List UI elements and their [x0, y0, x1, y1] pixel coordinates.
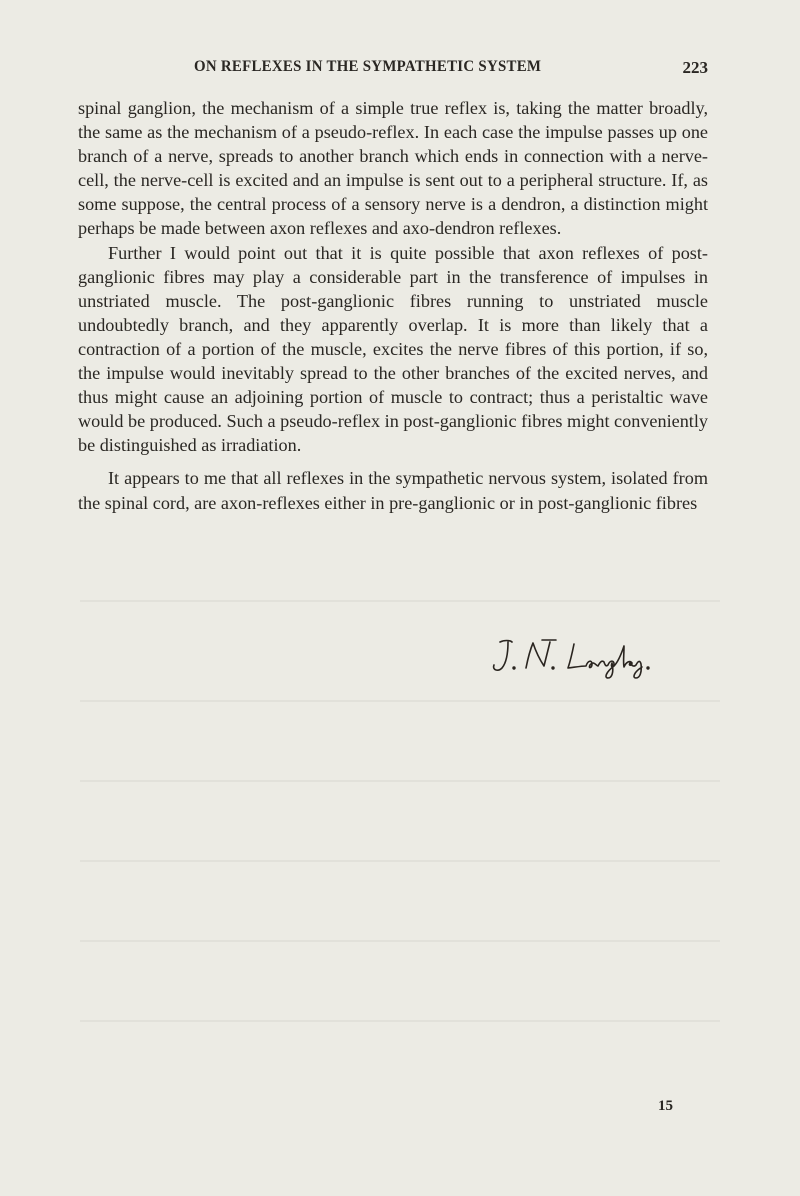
body-text — [78, 96, 708, 515]
page-header — [78, 58, 708, 82]
paragraph: It appears to me that all reflexes in the sympathetic nervous system, isolated from the spinal cord, are axon-reflexes either in pre-ganglionic or in post-ganglionic fibres — [78, 468, 708, 513]
paragraph: Further I would point out that it is quite possible that axon reflexes of post-ganglionic fibres may play a considerable part in the transference of impulses in unstriated muscle. The post-ganglionic fibres running to unstriated muscle undoubtedly branch, and they apparently overlap. It is more than likely that a contraction of a portion of the muscle, excites the nerve fibres of this portion, if so, the impulse would inevitably spread to the other branches of the excited nerves, and thus might cause an adjoining portion of muscle to contract; thus a peristaltic wave would be produced. Such a pseudo-reflex in post-ganglionic fibres might conveniently be distinguished as irradiation. — [78, 242, 708, 456]
handwritten-signature — [478, 632, 708, 682]
show-through-line — [80, 600, 720, 602]
paragraph-continued: spinal ganglion, the mechanism of a simple true reflex is, taking the matter broadly, the same as the mechanism of a pseudo-reflex. In each case the impulse passes up one branch of a nerve, spreads to another branch which ends in connection with a nerve-cell, the nerve-cell is excited and an impulse is sent out to a peripheral structure. If, as some suppose, the central process of a sensory nerve is a dendron, a distinction might perhaps be made between axon reflexes and axo-dendron reflexes. — [78, 98, 708, 239]
show-through-line — [80, 940, 720, 942]
show-through-line — [80, 700, 720, 702]
signature-mark: 15 — [658, 1098, 673, 1114]
show-through-line — [80, 1020, 720, 1022]
running-title: ON REFLEXES IN THE SYMPATHETIC SYSTEM — [194, 58, 542, 75]
page-number: 223 — [682, 58, 708, 77]
show-through-line — [80, 860, 720, 862]
show-through-line — [80, 780, 720, 782]
